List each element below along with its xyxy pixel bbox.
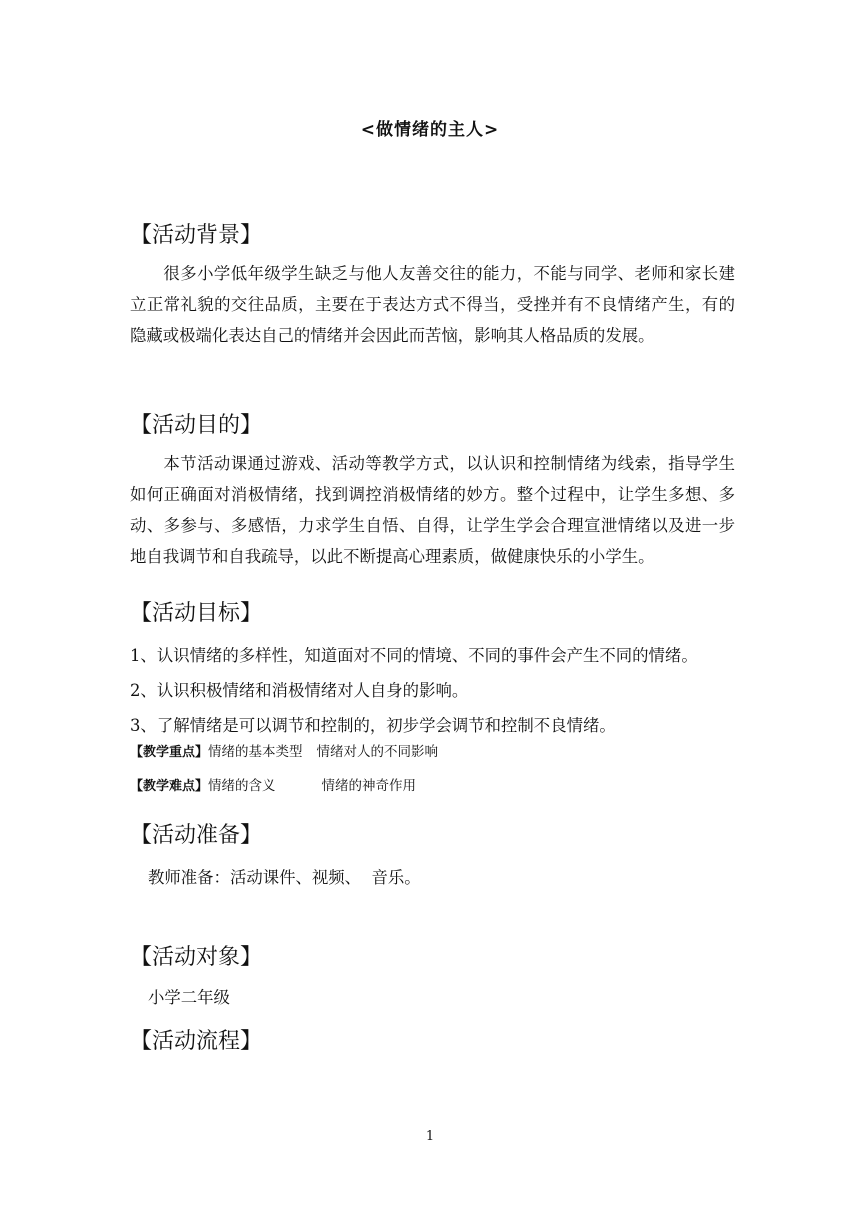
background-text: 很多小学低年级学生缺乏与他人友善交往的能力，不能与同学、老师和家长建立正常礼貌的交往品质，主要在于表达方式不得当，受挫并有不良情绪产生，有的隐藏或极端化表达自己的情绪并会因此而苦恼，影响其人格品质的发展。 [130, 264, 735, 345]
document-title: <做情绪的主人> [360, 120, 500, 140]
goal-item: 1、认识情绪的多样性，知道面对不同的情境、不同的事件会产生不同的情绪。 [130, 646, 698, 665]
key-point: 情绪的基本类型 [208, 744, 303, 760]
purpose-paragraph [130, 448, 735, 572]
key-point: 情绪对人的不同影响 [316, 744, 439, 760]
difficulties-line [130, 774, 416, 794]
heading-purpose: 【活动目的】 [130, 413, 263, 438]
purpose-text: 本节活动课通过游戏、活动等教学方式，以认识和控制情绪为线索，指导学生如何正确面对消极情绪，找到调控消极情绪的妙方。整个过程中，让学生多想、多动、多参与、多感悟，力求学生自悟、自得，让学生学会合理宣泄情绪以及进一步地自我调节和自我疏导，以此不断提高心理素质，做健康快乐的小学生。 [130, 454, 735, 566]
heading-audience: 【活动对象】 [130, 945, 263, 970]
key-points-label: 【教学重点】 [130, 745, 209, 760]
difficulties-label: 【教学难点】 [130, 779, 209, 794]
heading-process: 【活动流程】 [130, 1029, 263, 1054]
difficulty: 情绪的神奇作用 [321, 778, 417, 794]
audience-text: 小学二年级 [148, 988, 230, 1007]
key-points-line [130, 740, 438, 760]
goal-item: 3、了解情绪是可以调节和控制的，初步学会调节和控制不良情绪。 [130, 716, 616, 735]
preparation-text: 教师准备：活动课件、视频、 音乐。 [148, 868, 421, 887]
page-number: 1 [425, 1129, 435, 1144]
heading-goals: 【活动目标】 [130, 601, 263, 626]
background-paragraph [130, 258, 735, 351]
heading-background: 【活动背景】 [130, 223, 263, 248]
goal-item: 2、认识积极情绪和消极情绪对人自身的影响。 [130, 681, 469, 700]
difficulty: 情绪的含义 [208, 778, 276, 794]
heading-preparation: 【活动准备】 [130, 823, 263, 848]
